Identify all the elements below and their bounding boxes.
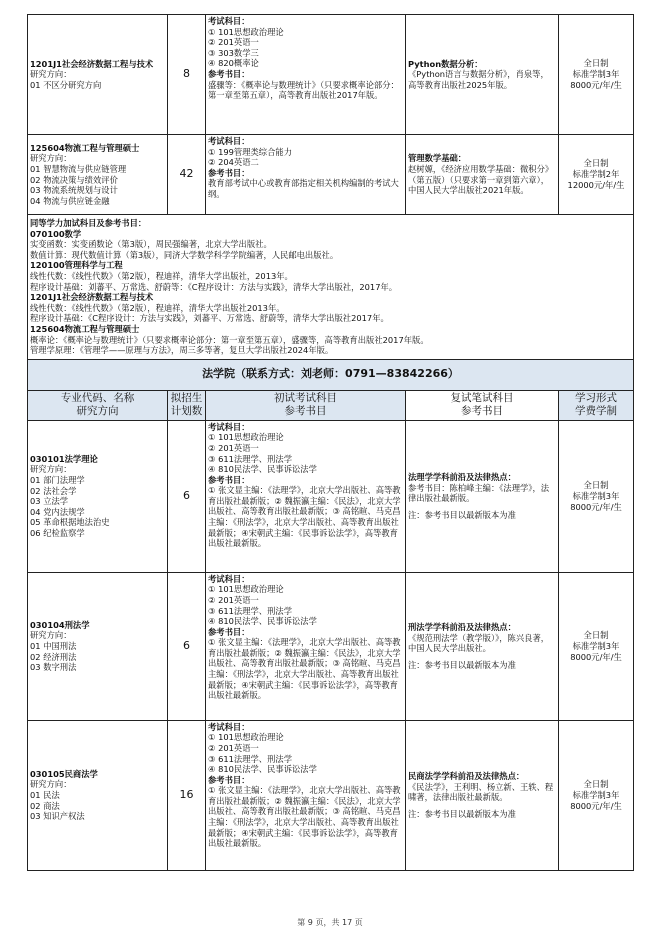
- retest-ref: 赵树嫄，《经济应用数学基础：微积分》（第五版）（只要求第一章到第六章），中国人民大学出版社2021年版。: [408, 163, 554, 196]
- table-row: [28, 215, 634, 360]
- ref-label: 参考书目：: [208, 68, 250, 79]
- mode-cell: [559, 15, 634, 135]
- column-header-quota: [168, 390, 206, 420]
- column-header-exam: [206, 390, 406, 420]
- subject-item: ③ 611法理学、刑法学: [208, 753, 292, 764]
- note-line: 概率论：《概率论与数理统计》（只要求概率论部分：第一章至第五章），盛骤等，高等教育出版社2017年版。: [30, 334, 429, 345]
- retest-cell: [406, 720, 559, 870]
- study-mode: 全日制: [583, 158, 609, 168]
- note-block-head: 070100数学: [30, 228, 82, 239]
- subject-item: ④ 810民法学、民事诉讼法学: [208, 616, 317, 627]
- direction-label: 研究方向：: [30, 153, 72, 164]
- table-row: [28, 15, 634, 135]
- column-header-row: [28, 390, 634, 420]
- subject-item: ① 101思想政治理论: [208, 732, 284, 743]
- retest-title: 管理数学基础：: [408, 153, 467, 164]
- major-cell: [28, 135, 168, 215]
- exam-label: 考试科目：: [208, 721, 250, 732]
- retest-title: 法理学学科前沿及法律热点：: [408, 472, 516, 483]
- direction-item: 03 数字刑法: [30, 662, 77, 673]
- subject-item: ③ 611法理学、刑法学: [208, 605, 292, 616]
- note-line: 线性代数：《线性代数》（第2版），程迪祥，清华大学出版社2013年。: [30, 302, 285, 313]
- header-line: 拟招生: [170, 392, 203, 405]
- subject-item: ① 101思想政治理论: [208, 26, 284, 37]
- exam-cell: [206, 15, 406, 135]
- subject-item: ② 204英语二: [208, 157, 259, 168]
- direction-item: 04 物流与供应链金融: [30, 195, 110, 206]
- subject-item: ② 201英语一: [208, 742, 259, 753]
- exam-label: 考试科目：: [208, 136, 250, 146]
- retest-cell: [406, 420, 559, 572]
- header-line: 参考书目: [284, 405, 327, 418]
- page-footer: 第 9 页，共 17 页: [297, 918, 363, 927]
- ref-text: ① 张文显主编：《法理学》，北京大学出版社、高等教育出版社最新版；② 魏振瀛主编：《民法》，北京大学出版社、高等教育出版社最新版；③ 高铭暄、马克昌主编：《刑法学》，北京大学出版社、高等教育出版社最新版；④宋朝武主编：《民事诉讼法学》，高等教育出版社最新版。: [208, 485, 401, 549]
- direction-item: 02 法社会学: [30, 485, 77, 496]
- subject-item: ④ 810民法学、民事诉讼法学: [208, 464, 317, 475]
- program-table: [27, 14, 634, 871]
- header-line: 复试笔试科目: [450, 392, 514, 405]
- header-line: 学费学制: [575, 405, 617, 418]
- exam-label: 考试科目：: [208, 421, 250, 432]
- ref-text: ① 张文显主编：《法理学》，北京大学出版社、高等教育出版社最新版；② 魏振瀛主编：《民法》，北京大学出版社、高等教育出版社最新版；③ 高铭暄、马克昌主编：《刑法学》，北京大学出版社、高等教育出版社最新版；④宋朝武主编：《民事诉讼法学》，高等教育出版社最新版。: [208, 785, 401, 849]
- exam-cell: [206, 135, 406, 215]
- study-mode: 全日制: [583, 479, 609, 490]
- ref-text: 教育部考试中心或教育部指定相关机构编制的考试大纲。: [208, 178, 399, 199]
- exam-label: 考试科目：: [208, 573, 250, 584]
- exam-cell: [206, 420, 406, 572]
- ref-label: 参考书目：: [208, 167, 250, 178]
- exam-label: 考试科目：: [208, 16, 250, 26]
- study-length: 标准学制3年: [572, 789, 620, 800]
- note-line: 实变函数：实变函数论（第3版），周民强编著，北京大学出版社。: [30, 239, 272, 250]
- quota-cell: 42: [168, 135, 206, 215]
- major-title: 030101法学理论: [30, 453, 98, 464]
- table-row: [28, 572, 634, 720]
- direction-label: 研究方向：: [30, 69, 72, 80]
- direction-label: 研究方向：: [30, 779, 72, 790]
- subject-item: ② 201英语一: [208, 594, 259, 605]
- direction-item: 02 商法: [30, 800, 60, 811]
- retest-cell: [406, 135, 559, 215]
- note-line: 管理学原理：《管理学——原理与方法》，周三多等著，复旦大学出版社2024年版。: [30, 345, 334, 356]
- ref-text: 盛骤等：《概率论与数理统计》（只要求概率论部分：第一章至第五章），高等教育出版社2017年版。: [208, 79, 399, 101]
- retest-ref: 《规范刑法学（教学版）》，陈兴良著，中国人民大学出版社。: [408, 632, 550, 654]
- table-row: [28, 720, 634, 870]
- study-mode: 全日制: [583, 629, 609, 640]
- subject-item: ① 101思想政治理论: [208, 584, 284, 595]
- retest-title: Python数据分析：: [408, 58, 483, 69]
- study-mode: 全日制: [583, 778, 609, 789]
- header-line: 学习形式: [575, 392, 617, 405]
- mode-cell: [559, 420, 634, 572]
- exam-cell: [206, 720, 406, 870]
- tuition: 8000元/年/生: [570, 80, 622, 90]
- document-page: [27, 14, 633, 871]
- note-line: 程序设计基础：刘蕃平、万常选、舒蔚等：《C程序设计：方法与实践》，清华大学出版社，2017年。: [30, 281, 398, 292]
- ref-label: 参考书目：: [208, 626, 250, 637]
- study-length: 标准学制2年: [572, 169, 620, 179]
- study-length: 标准学制3年: [572, 69, 620, 79]
- study-length: 标准学制3年: [572, 490, 620, 501]
- quota-cell: 16: [168, 720, 206, 870]
- major-title: 125604物流工程与管理硕士: [30, 142, 140, 153]
- header-line: 计划数: [170, 405, 203, 418]
- direction-item: 01 中国刑法: [30, 640, 77, 651]
- direction-label: 研究方向：: [30, 630, 72, 641]
- direction-item: 01 智慧物流与供应链管理: [30, 163, 127, 174]
- note-line: 数值计算：现代数值计算（第3版），同济大学数学科学学院编著，人民邮电出版社。: [30, 249, 339, 260]
- direction-item: 02 物流决策与绩效评价: [30, 174, 118, 185]
- mode-cell: [559, 572, 634, 720]
- tuition: 8000元/年/生: [570, 651, 622, 662]
- direction-item: 04 党内法规学: [30, 506, 85, 517]
- study-length: 标准学制3年: [572, 640, 620, 651]
- retest-note: 注：参考书目以最新版本为准: [408, 808, 516, 819]
- quota-cell: 6: [168, 572, 206, 720]
- major-cell: [28, 420, 168, 572]
- subject-item: ④ 820概率论: [208, 58, 259, 69]
- retest-title: 刑法学学科前沿及法律热点：: [408, 622, 516, 633]
- note-title: 同等学力加试科目及参考书目：: [30, 218, 147, 228]
- retest-note: 注：参考书目以最新版本为准: [408, 659, 516, 670]
- subject-item: ② 201英语一: [208, 37, 259, 48]
- ref-label: 参考书目：: [208, 774, 250, 785]
- note-block-head: 120100管理科学与工程: [30, 260, 123, 271]
- column-header-mode: [559, 390, 634, 420]
- major-title: 030105民商法学: [30, 768, 98, 779]
- study-mode: 全日制: [583, 58, 609, 68]
- note-line: 程序设计基础：《C程序设计：方法与实践》，刘蕃平、万常选、舒蔚等，清华大学出版社2017年。: [30, 313, 389, 324]
- equivalent-note-cell: [28, 215, 634, 360]
- column-header-major: [28, 390, 168, 420]
- retest-title: 民商法学学科前沿及法律热点：: [408, 771, 525, 782]
- note-block-head: 1201J1社会经济数据工程与技术: [30, 292, 154, 303]
- section-title: 法学院（联系方式：刘老师：0791—83842266）: [28, 359, 634, 390]
- major-title: 030104刑法学: [30, 619, 90, 630]
- retest-ref: 参考书目：陈柏峰主编：《法理学》，法律出版社最新版。: [408, 482, 550, 504]
- subject-item: ③ 611法理学、刑法学: [208, 453, 292, 464]
- quota-cell: 8: [168, 15, 206, 135]
- mode-cell: [559, 720, 634, 870]
- ref-label: 参考书目：: [208, 474, 250, 485]
- retest-ref: 《Python语言与数据分析》，肖泉等，高等教育出版社2025年版。: [408, 69, 549, 90]
- exam-cell: [206, 572, 406, 720]
- retest-ref: 《民法学》，王利明、杨立新、王轶、程啸著，法律出版社最新版。: [408, 781, 554, 803]
- direction-item: 06 纪检监察学: [30, 528, 85, 538]
- major-cell: [28, 572, 168, 720]
- major-cell: [28, 720, 168, 870]
- subject-item: ② 201英语一: [208, 442, 259, 453]
- direction-item: 02 经济刑法: [30, 651, 77, 662]
- retest-cell: [406, 15, 559, 135]
- section-header-row: [28, 359, 634, 390]
- direction-item: 01 部门法理学: [30, 475, 85, 486]
- note-line: 线性代数：《线性代数》（第2版），程迪祥，清华大学出版社，2013年。: [30, 270, 293, 281]
- retest-note: 注：参考书目以最新版本为准: [408, 509, 516, 520]
- header-line: 初试考试科目: [274, 392, 337, 405]
- tuition: 8000元/年/生: [570, 501, 622, 512]
- tuition: 8000元/年/生: [570, 800, 622, 811]
- header-line: 参考书目: [461, 405, 503, 418]
- direction-item: 01 民法: [30, 789, 60, 800]
- tuition: 12000元/年/生: [567, 180, 625, 190]
- retest-cell: [406, 572, 559, 720]
- subject-item: ④ 810民法学、民事诉讼法学: [208, 764, 317, 775]
- direction-item: 01 不区分研究方向: [30, 79, 102, 90]
- subject-item: ① 199管理类综合能力: [208, 146, 292, 157]
- ref-text: ① 张文显主编：《法理学》，北京大学出版社、高等教育出版社最新版；② 魏振瀛主编：《民法》，北京大学出版社、高等教育出版社最新版；③ 高铭暄、马克昌主编：《刑法学》，北京大学出版社、高等教育出版社最新版；④宋朝武主编：《民事诉讼法学》，高等教育出版社最新版。: [208, 637, 401, 701]
- mode-cell: [559, 135, 634, 215]
- header-line: 研究方向: [76, 405, 119, 418]
- subject-item: ① 101思想政治理论: [208, 432, 284, 443]
- column-header-retest: [406, 390, 559, 420]
- major-cell: [28, 15, 168, 135]
- direction-item: 03 物流系统规划与设计: [30, 185, 118, 196]
- table-row: [28, 420, 634, 572]
- direction-item: 03 立法学: [30, 496, 69, 507]
- subject-item: ③ 303数学三: [208, 47, 259, 58]
- direction-label: 研究方向：: [30, 464, 72, 475]
- direction-item: 03 知识产权法: [30, 811, 85, 822]
- table-row: [28, 135, 634, 215]
- major-title: 1201J1社会经济数据工程与技术: [30, 58, 154, 69]
- quota-cell: 6: [168, 420, 206, 572]
- note-block-head: 125604物流工程与管理硕士: [30, 323, 140, 334]
- direction-item: 05 革命根据地法治史: [30, 517, 110, 528]
- header-line: 专业代码、名称: [60, 392, 135, 405]
